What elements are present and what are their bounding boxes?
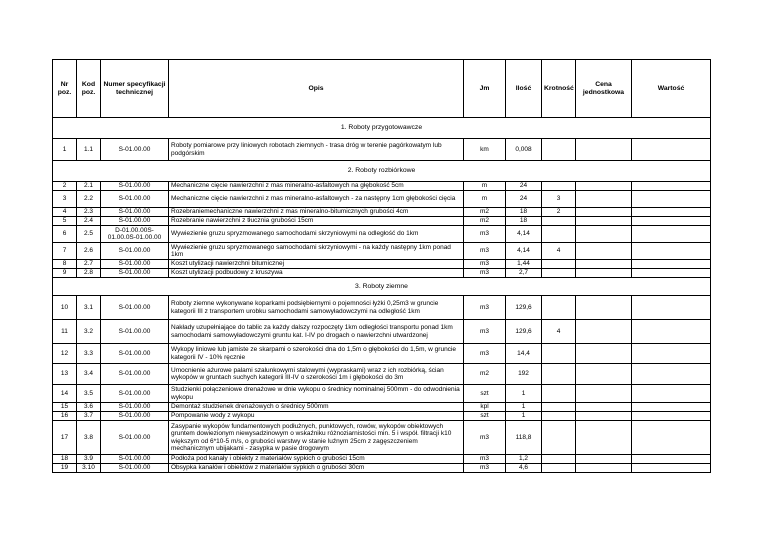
cell-jm: szt bbox=[464, 385, 506, 403]
cell-jm: m3 bbox=[464, 269, 506, 278]
cell-ilosc: 1,2 bbox=[506, 455, 542, 464]
cell-wartosc bbox=[632, 260, 711, 269]
cell-cena bbox=[576, 421, 632, 455]
cell-jm: m3 bbox=[464, 464, 506, 473]
cell-spec: S-01.00.00 bbox=[101, 403, 169, 412]
table-row bbox=[53, 260, 711, 269]
cell-krotnosc bbox=[542, 421, 576, 455]
cell-spec: S-01.00.00 bbox=[101, 455, 169, 464]
cell-kod: 1.1 bbox=[77, 139, 101, 161]
section-header-row bbox=[53, 118, 711, 139]
cell-opis: Rozebranie nawierzchni z tłucznia grubości 15cm bbox=[169, 217, 464, 226]
cell-spec: S-01.00.00 bbox=[101, 243, 169, 260]
cell-jm: m3 bbox=[464, 296, 506, 320]
cell-jm: m3 bbox=[464, 344, 506, 364]
cell-wartosc bbox=[632, 217, 711, 226]
cell-kod: 3.7 bbox=[77, 412, 101, 421]
table-row bbox=[53, 320, 711, 344]
cell-spec: S-01.00.00 bbox=[101, 260, 169, 269]
cell-spec: S-01.00.00 bbox=[101, 182, 169, 191]
cell-cena bbox=[576, 139, 632, 161]
cost-estimate-table bbox=[52, 59, 711, 473]
cell-krotnosc bbox=[542, 296, 576, 320]
header-ilosc: Ilość bbox=[506, 60, 542, 118]
cell-jm: m2 bbox=[464, 208, 506, 217]
cell-nr: 2 bbox=[53, 182, 77, 191]
cell-ilosc: 2,7 bbox=[506, 269, 542, 278]
table-row bbox=[53, 296, 711, 320]
cell-jm: km bbox=[464, 139, 506, 161]
cell-wartosc bbox=[632, 208, 711, 217]
cell-kod: 3.6 bbox=[77, 403, 101, 412]
cell-nr: 5 bbox=[53, 217, 77, 226]
table-row bbox=[53, 243, 711, 260]
cell-wartosc bbox=[632, 421, 711, 455]
cell-wartosc bbox=[632, 296, 711, 320]
cell-jm: m3 bbox=[464, 243, 506, 260]
cell-ilosc: 129,6 bbox=[506, 296, 542, 320]
cell-wartosc bbox=[632, 191, 711, 208]
header-kod: Kod poz. bbox=[77, 60, 101, 118]
cell-nr: 16 bbox=[53, 412, 77, 421]
table-row bbox=[53, 421, 711, 455]
cell-opis: Rozebraniemechaniczne nawierzchni z mas mineralno-bitumicznych grubości 4cm bbox=[169, 208, 464, 217]
cell-nr: 14 bbox=[53, 385, 77, 403]
cell-cena bbox=[576, 208, 632, 217]
cell-krotnosc bbox=[542, 269, 576, 278]
table-row bbox=[53, 385, 711, 403]
section-header-row bbox=[53, 278, 711, 296]
header-spec: Numer specyfikacji technicznej bbox=[101, 60, 169, 118]
cell-opis: Roboty ziemne wykonywane koparkami podsiębiernymi o pojemności łyżki 0,25m3 w gruncie kategorii III z transportem urobku samochodami samowyładowczymi na odległość 1km bbox=[169, 296, 464, 320]
header-jm: Jm bbox=[464, 60, 506, 118]
table-body bbox=[53, 118, 711, 473]
cell-nr: 10 bbox=[53, 296, 77, 320]
cell-jm: m2 bbox=[464, 364, 506, 385]
section-title: 1. Roboty przygotowawcze bbox=[53, 118, 711, 139]
cell-jm: m3 bbox=[464, 260, 506, 269]
table-row bbox=[53, 344, 711, 364]
cell-kod: 3.3 bbox=[77, 344, 101, 364]
cell-spec: S-01.00.00 bbox=[101, 217, 169, 226]
table-row bbox=[53, 139, 711, 161]
cell-ilosc: 129,6 bbox=[506, 320, 542, 344]
cell-cena bbox=[576, 260, 632, 269]
cell-krotnosc: 4 bbox=[542, 320, 576, 344]
cell-wartosc bbox=[632, 269, 711, 278]
cell-spec: S-01.00.00 bbox=[101, 139, 169, 161]
cell-spec: S-01.00.00 bbox=[101, 269, 169, 278]
cell-opis: Koszt utylizacji podbudowy z kruszywa bbox=[169, 269, 464, 278]
cell-spec: S-01.00.00 bbox=[101, 385, 169, 403]
cell-kod: 2.8 bbox=[77, 269, 101, 278]
cell-spec: S-01.00.00 bbox=[101, 412, 169, 421]
cell-nr: 18 bbox=[53, 455, 77, 464]
cell-kod: 2.5 bbox=[77, 226, 101, 243]
cell-kod: 2.2 bbox=[77, 191, 101, 208]
cell-kod: 3.9 bbox=[77, 455, 101, 464]
cell-wartosc bbox=[632, 455, 711, 464]
header-row bbox=[53, 60, 711, 118]
cell-krotnosc bbox=[542, 182, 576, 191]
cell-spec: S-01.00.00 bbox=[101, 208, 169, 217]
cell-wartosc bbox=[632, 320, 711, 344]
cell-ilosc: 1 bbox=[506, 403, 542, 412]
cell-spec: S-01.00.00 bbox=[101, 464, 169, 473]
cell-krotnosc bbox=[542, 344, 576, 364]
cell-nr: 15 bbox=[53, 403, 77, 412]
cell-ilosc: 24 bbox=[506, 182, 542, 191]
table-row bbox=[53, 269, 711, 278]
cell-wartosc bbox=[632, 412, 711, 421]
table-row bbox=[53, 217, 711, 226]
cell-krotnosc bbox=[542, 403, 576, 412]
cell-jm: m3 bbox=[464, 421, 506, 455]
header-opis: Opis bbox=[169, 60, 464, 118]
table-row bbox=[53, 403, 711, 412]
cell-kod: 3.2 bbox=[77, 320, 101, 344]
table-row bbox=[53, 208, 711, 217]
cell-opis: Nakłady uzupełniające do tablic za każdy dalszy rozpoczęty 1km odległości transportu ponad 1km samochodami samowyładowczymi gruntu kat. I-IV po drogach o nawierzchni utwardzonej bbox=[169, 320, 464, 344]
cell-kod: 2.3 bbox=[77, 208, 101, 217]
cell-kod: 2.1 bbox=[77, 182, 101, 191]
cell-kod: 2.6 bbox=[77, 243, 101, 260]
cell-opis: Roboty pomiarowe przy liniowych robotach ziemnych - trasa dróg w terenie pagórkowatym lub podgórskim bbox=[169, 139, 464, 161]
table-row bbox=[53, 412, 711, 421]
section-title: 2. Roboty rozbiórkowe bbox=[53, 161, 711, 182]
cell-cena bbox=[576, 455, 632, 464]
cell-wartosc bbox=[632, 344, 711, 364]
cell-wartosc bbox=[632, 364, 711, 385]
cell-krotnosc: 2 bbox=[542, 208, 576, 217]
cell-jm: m3 bbox=[464, 320, 506, 344]
header-cena: Cena jednostkowa bbox=[576, 60, 632, 118]
cell-krotnosc: 3 bbox=[542, 191, 576, 208]
cell-jm: m bbox=[464, 191, 506, 208]
cell-cena bbox=[576, 320, 632, 344]
cell-spec: S-01.00.00 bbox=[101, 320, 169, 344]
cell-cena bbox=[576, 269, 632, 278]
cell-kod: 3.4 bbox=[77, 364, 101, 385]
cell-nr: 8 bbox=[53, 260, 77, 269]
cell-opis: Zasypanie wykopów fundamentowych podłużnych, punktowych, rowów, wykopów obiektowych gruntem dowiezionym niewysadzinowym o wskaźniku różnoziarnistości min. 5 i współ. filtracji k10 większym od 6*10-5 m/s, o grubości warstwy w stanie luźnym 25cm z zagęszczeniem mechanicznym ubijakami - zasypka w pasie drogowym bbox=[169, 421, 464, 455]
cell-kod: 3.1 bbox=[77, 296, 101, 320]
cell-cena bbox=[576, 385, 632, 403]
section-header-row bbox=[53, 161, 711, 182]
cell-cena bbox=[576, 364, 632, 385]
cell-krotnosc bbox=[542, 464, 576, 473]
header-wartosc: Wartość bbox=[632, 60, 711, 118]
cell-wartosc bbox=[632, 403, 711, 412]
cell-jm: m2 bbox=[464, 217, 506, 226]
cell-opis: Mechaniczne cięcie nawierzchni z mas mineralno-asfaltowych na głębokość 5cm bbox=[169, 182, 464, 191]
cell-nr: 12 bbox=[53, 344, 77, 364]
cell-spec: S-01.00.00 bbox=[101, 364, 169, 385]
table-row bbox=[53, 364, 711, 385]
cell-cena bbox=[576, 217, 632, 226]
section-title: 3. Roboty ziemne bbox=[53, 278, 711, 296]
cell-ilosc: 4,6 bbox=[506, 464, 542, 473]
cell-nr: 13 bbox=[53, 364, 77, 385]
cell-nr: 9 bbox=[53, 269, 77, 278]
cell-jm: kpl bbox=[464, 403, 506, 412]
cell-jm: szt bbox=[464, 412, 506, 421]
cell-ilosc: 4,14 bbox=[506, 243, 542, 260]
cell-krotnosc bbox=[542, 139, 576, 161]
cell-nr: 11 bbox=[53, 320, 77, 344]
cell-cena bbox=[576, 243, 632, 260]
cell-wartosc bbox=[632, 243, 711, 260]
cell-krotnosc bbox=[542, 364, 576, 385]
cell-krotnosc bbox=[542, 217, 576, 226]
cell-ilosc: 1 bbox=[506, 385, 542, 403]
cell-kod: 3.5 bbox=[77, 385, 101, 403]
table-row bbox=[53, 226, 711, 243]
cell-ilosc: 4,14 bbox=[506, 226, 542, 243]
cell-opis: Umocnienie ażurowe palami szalunkowymi stalowymi (wypraskami) wraz z ich rozbiórką, ścian wykopów w gruntach suchych kategorii III-IV o szerokości 1m i głębokości do 3m bbox=[169, 364, 464, 385]
cell-kod: 2.4 bbox=[77, 217, 101, 226]
cell-jm: m3 bbox=[464, 455, 506, 464]
header-krotnosc: Krotność bbox=[542, 60, 576, 118]
header-nr: Nr poz. bbox=[53, 60, 77, 118]
cell-jm: m3 bbox=[464, 226, 506, 243]
cell-opis: Koszt utylizacji nawierzchni bitumicznej bbox=[169, 260, 464, 269]
cell-nr: 7 bbox=[53, 243, 77, 260]
cell-krotnosc bbox=[542, 455, 576, 464]
cell-spec: S-01.00.00 bbox=[101, 344, 169, 364]
cell-cena bbox=[576, 464, 632, 473]
cell-wartosc bbox=[632, 182, 711, 191]
cell-ilosc: 14,4 bbox=[506, 344, 542, 364]
table-row bbox=[53, 191, 711, 208]
cell-nr: 4 bbox=[53, 208, 77, 217]
cell-kod: 3.8 bbox=[77, 421, 101, 455]
cell-spec: S-01.00.00 bbox=[101, 296, 169, 320]
cell-nr: 19 bbox=[53, 464, 77, 473]
cell-ilosc: 1,44 bbox=[506, 260, 542, 269]
cell-cena bbox=[576, 191, 632, 208]
cell-cena bbox=[576, 403, 632, 412]
cell-jm: m bbox=[464, 182, 506, 191]
cell-kod: 3.10 bbox=[77, 464, 101, 473]
cell-krotnosc bbox=[542, 412, 576, 421]
cell-wartosc bbox=[632, 139, 711, 161]
cell-ilosc: 192 bbox=[506, 364, 542, 385]
cell-opis: Wywiezienie gruzu spryzmowanego samochodami skrzyniowymi - na każdy następny 1km ponad 1km bbox=[169, 243, 464, 260]
cell-cena bbox=[576, 182, 632, 191]
cell-opis: Wywiezienie gruzu spryzmowanego samochodami skrzyniowymi na odległość do 1km bbox=[169, 226, 464, 243]
cell-krotnosc bbox=[542, 385, 576, 403]
cell-ilosc: 1 bbox=[506, 412, 542, 421]
cell-cena bbox=[576, 412, 632, 421]
cell-cena bbox=[576, 226, 632, 243]
cell-ilosc: 18 bbox=[506, 217, 542, 226]
cell-opis: Podłoża pod kanały i obiekty z materiałów sypkich o grubości 15cm bbox=[169, 455, 464, 464]
cell-opis: Demontaż studzienek drenażowych o średnicy 500mm bbox=[169, 403, 464, 412]
cell-spec: D-01.00.00S-01.00.0S-01.00.00 bbox=[101, 226, 169, 243]
cell-spec: S-01.00.00 bbox=[101, 191, 169, 208]
cell-nr: 6 bbox=[53, 226, 77, 243]
cell-wartosc bbox=[632, 385, 711, 403]
cell-spec: S-01.00.00 bbox=[101, 421, 169, 455]
cell-cena bbox=[576, 344, 632, 364]
cell-kod: 2.7 bbox=[77, 260, 101, 269]
table-row bbox=[53, 182, 711, 191]
cell-nr: 17 bbox=[53, 421, 77, 455]
cell-ilosc: 18 bbox=[506, 208, 542, 217]
cell-cena bbox=[576, 296, 632, 320]
cell-wartosc bbox=[632, 226, 711, 243]
cell-ilosc: 118,8 bbox=[506, 421, 542, 455]
cell-wartosc bbox=[632, 464, 711, 473]
cell-opis: Obsypka kanałów i obiektów z materiałów sypkich o grubości 30cm bbox=[169, 464, 464, 473]
table-row bbox=[53, 455, 711, 464]
cell-ilosc: 0,008 bbox=[506, 139, 542, 161]
cell-opis: Studzienki połączeniowe drenażowe w dnie wykopu o średnicy nominalnej 500mm - do odwodnienia wykopu bbox=[169, 385, 464, 403]
cell-ilosc: 24 bbox=[506, 191, 542, 208]
cell-krotnosc: 4 bbox=[542, 243, 576, 260]
cell-opis: Pompowanie wody z wykopu bbox=[169, 412, 464, 421]
cell-opis: Mechaniczne cięcie nawierzchni z mas mineralno-asfaltowych - za następny 1cm głębokości cięcia bbox=[169, 191, 464, 208]
cell-krotnosc bbox=[542, 260, 576, 269]
cell-nr: 3 bbox=[53, 191, 77, 208]
table-row bbox=[53, 464, 711, 473]
cell-krotnosc bbox=[542, 226, 576, 243]
cell-nr: 1 bbox=[53, 139, 77, 161]
cell-opis: Wykopy liniowe lub jamiste ze skarpami o szerokości dna do 1,5m o głębokości do 1,5m, w gruncie kategorii IV - 10% ręcznie bbox=[169, 344, 464, 364]
